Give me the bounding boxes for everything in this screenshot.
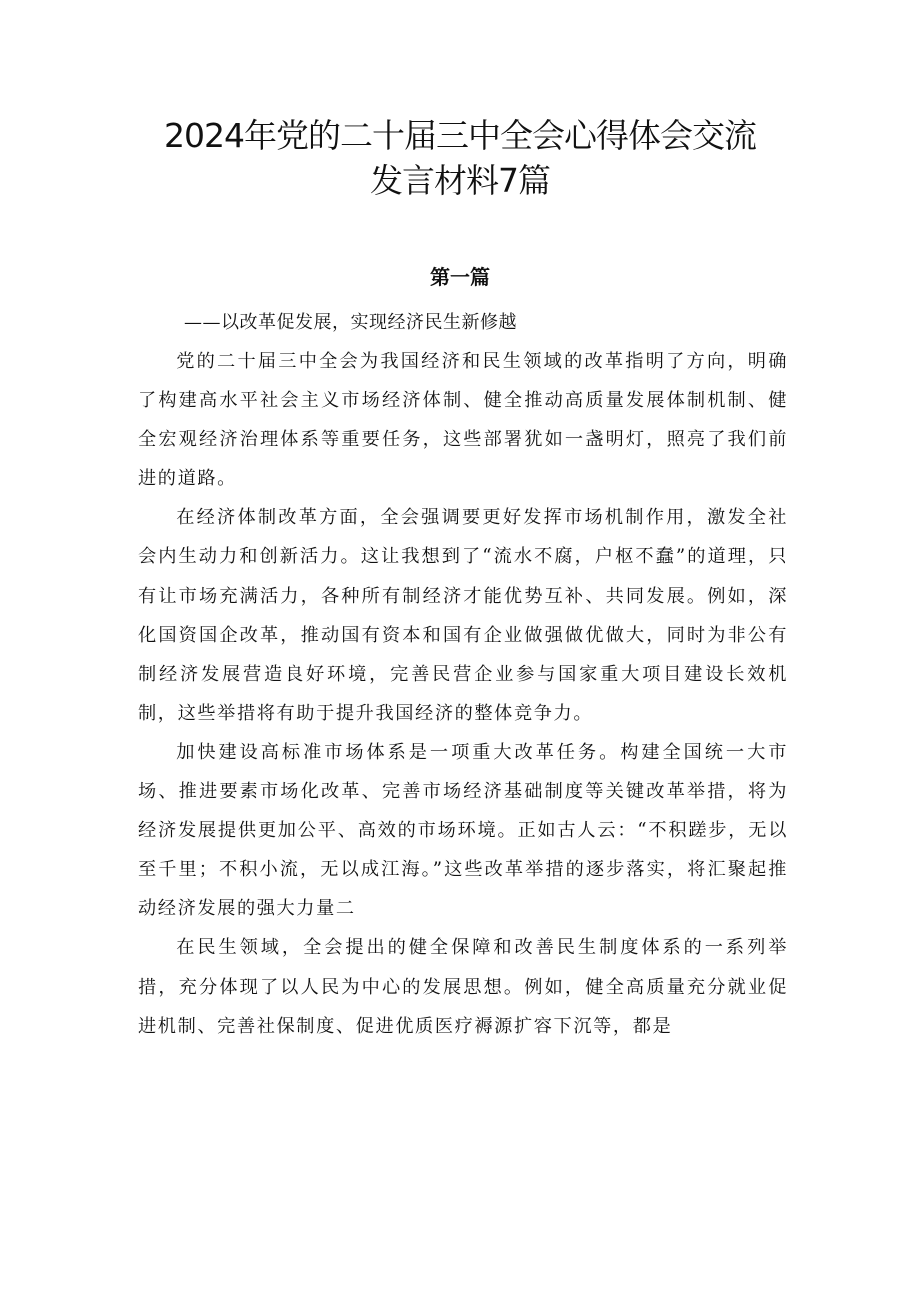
document-title-line-2: 发言材料7篇: [370, 161, 550, 200]
paragraph-2: 在经济体制改革方面，全会强调要更好发挥市场机制作用，激发全社会内生动力和创新活力。这让我想到了“流水不腐，户枢不蠢”的道理，只有让市场充满活力，各种所有制经济才能优势互补、共同发展。例如，深化国资国企改革，推动国有资本和国有企业做强做优做大，同时为非公有制经济发展营造良好环境，完善民营企业参与国家重大项目建设长效机制，这些举措将有助于提升我国经济的整体竞争力。: [138, 507, 788, 724]
document-body: [138, 342, 788, 1046]
paragraph-4: 在民生领域，全会提出的健全保障和改善民生制度体系的一系列举措，充分体现了以人民为中心的发展思想。例如，健全高质量充分就业促进机制、完善社保制度、促进优质医疗褥源扩容下沉等，都是: [138, 937, 788, 1037]
paragraph-3: 加快建设高标准市场体系是一项重大改革任务。构建全国统一大市场、推进要素市场化改革、完善市场经济基础制度等关键改革举措，将为经济发展提供更加公平、高效的市场环境。正如古人云：“不积蹉步，无以至千里；不积小流，无以成江海。”这些改革举措的逐步落实，将汇聚起推动经济发展的强大力量二: [138, 741, 788, 920]
section-subtitle: ——以改革促发展，实现经济民生新修越: [184, 312, 517, 333]
paragraph-1: 党的二十届三中全会为我国经济和民生领域的改革指明了方向，明确了构建高水平社会主义市场经济体制、健全推动高质量发展体制机制、健全宏观经济治理体系等重要任务，这些部署犹如一盏明灯，照亮了我们前进的道路。: [138, 351, 788, 490]
document-title-line-1: 2024年党的二十届三中全会心得体会交流: [164, 116, 756, 155]
section-heading: 第一篇: [430, 265, 490, 289]
